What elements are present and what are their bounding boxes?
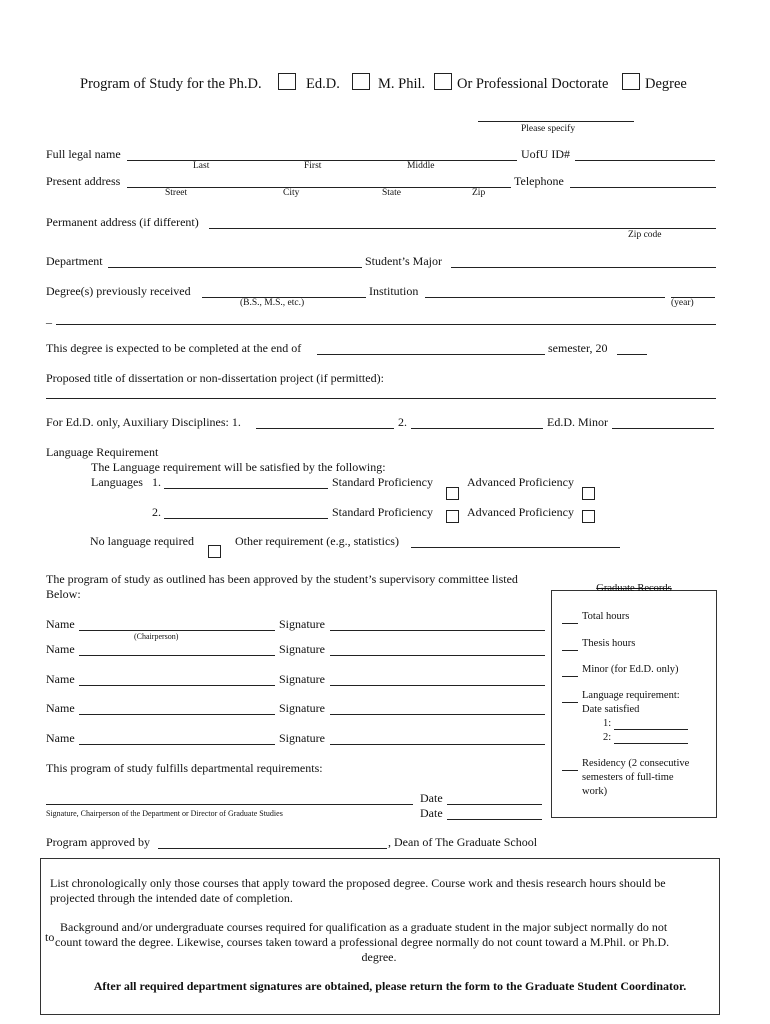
institution-label: Institution (369, 284, 419, 298)
full-name-label: Full legal name (46, 147, 121, 161)
degrees-previous-label: Degree(s) previously received (46, 284, 191, 298)
expected-semester-field[interactable] (317, 340, 545, 355)
date-satisfied-1-label: 1: (603, 718, 612, 729)
department-field[interactable] (108, 253, 362, 268)
language-req-field[interactable] (562, 691, 578, 703)
aux-discipline-1-field[interactable] (256, 414, 394, 429)
notice-return-instruction: After all required department signatures are obtained, please return the form to the Graduate Student Coordinator. (93, 979, 687, 993)
middle-caption: Middle (407, 161, 435, 171)
permanent-address-field[interactable] (209, 214, 716, 229)
zip-caption: Zip (472, 188, 486, 198)
expected-completion-label: This degree is expected to be completed at the end of (46, 341, 302, 355)
language-1-number: 1. (152, 475, 161, 489)
prof-doctorate-checkbox[interactable] (622, 73, 640, 90)
institution-field[interactable] (425, 283, 665, 298)
language-intro: The Language requirement will be satisfied by the following: (91, 460, 386, 474)
permanent-address-label: Permanent address (if different) (46, 215, 199, 229)
please-specify-caption: Please specify (521, 124, 576, 134)
chairperson-caption: (Chairperson) (134, 632, 179, 641)
committee-signature-label-3: Signature (279, 672, 325, 686)
notice-p2-line2: count toward the degree. Likewise, courses taken toward a professional degree normally do not count toward a M.Phil. or Ph.D. (55, 935, 670, 949)
semester-label: semester, 20 (548, 341, 608, 355)
advanced-2-label: Advanced Proficiency (467, 505, 574, 519)
committee-name-label-2: Name (46, 642, 75, 656)
committee-signature-field-5[interactable] (330, 730, 545, 745)
residency-label-3: work) (582, 786, 608, 797)
dean-signature-field[interactable] (158, 834, 387, 849)
date-satisfied-1-field[interactable] (614, 718, 688, 730)
present-address-field[interactable] (127, 173, 511, 188)
date-satisfied-2-field[interactable] (614, 732, 688, 744)
phd-checkbox[interactable] (278, 73, 296, 90)
major-field[interactable] (451, 253, 716, 268)
date-satisfied-2-label: 2: (603, 732, 612, 743)
program-approved-label: Program approved by (46, 835, 150, 849)
notice-p1-line1: List chronologically only those courses that apply toward the proposed degree. Course work and thesis research hours should be (50, 876, 666, 890)
language-2-field[interactable] (164, 504, 328, 519)
thesis-hours-label: Thesis hours (582, 638, 636, 649)
telephone-field[interactable] (570, 173, 716, 188)
total-hours-label: Total hours (582, 611, 630, 622)
advanced-1-checkbox[interactable] (582, 487, 595, 500)
telephone-label: Telephone (514, 174, 564, 188)
prof-doctorate-label: Or Professional Doctorate (457, 76, 609, 92)
mphil-checkbox[interactable] (434, 73, 452, 90)
date-label-2: Date (420, 806, 443, 820)
standard-2-checkbox[interactable] (446, 510, 459, 523)
residency-label-2: semesters of full-time (582, 772, 674, 783)
city-caption: City (283, 188, 300, 198)
fulfills-requirements-label: This program of study fulfills departmental requirements: (46, 761, 323, 775)
degrees-previous-field[interactable] (202, 283, 366, 298)
dean-label: , Dean of The Graduate School (388, 835, 538, 849)
committee-signature-label-1: Signature (279, 617, 325, 631)
last-caption: Last (193, 161, 210, 171)
aux-discipline-2-field[interactable] (411, 414, 543, 429)
edd-label: Ed.D. (306, 76, 340, 92)
committee-signature-label-5: Signature (279, 731, 325, 745)
thesis-hours-field[interactable] (562, 639, 578, 651)
uofu-id-field[interactable] (575, 146, 715, 161)
degrees-hint-caption: (B.S., M.S., etc.) (240, 298, 305, 308)
specify-field[interactable] (478, 107, 634, 122)
edd-minor-field[interactable] (612, 414, 714, 429)
dash-mark: _ (46, 311, 52, 325)
date-field-2[interactable] (447, 805, 542, 820)
notice-p2-line3: degree. (361, 950, 397, 964)
chair-signature-field[interactable] (46, 790, 413, 805)
form-title: Program of Study for the Ph.D. (80, 76, 262, 92)
date-label-1: Date (420, 791, 443, 805)
full-name-field[interactable] (127, 146, 517, 161)
present-address-label: Present address (46, 174, 121, 188)
notice-p2-to: to (45, 930, 55, 944)
standard-1-checkbox[interactable] (446, 487, 459, 500)
committee-name-field-1[interactable] (79, 616, 275, 631)
language-1-field[interactable] (164, 474, 328, 489)
minor-field[interactable] (562, 665, 578, 677)
major-label: Student’s Major (365, 254, 442, 268)
first-caption: First (304, 161, 322, 171)
advanced-2-checkbox[interactable] (582, 510, 595, 523)
committee-name-label-3: Name (46, 672, 75, 686)
committee-signature-label-2: Signature (279, 642, 325, 656)
standard-2-label: Standard Proficiency (332, 505, 433, 519)
edd-checkbox[interactable] (352, 73, 370, 90)
total-hours-field[interactable] (562, 612, 578, 624)
committee-signature-label-4: Signature (279, 701, 325, 715)
other-requirement-label: Other requirement (e.g., statistics) (235, 534, 399, 548)
year-caption: (year) (671, 298, 694, 308)
mphil-label: M. Phil. (378, 76, 426, 92)
no-language-checkbox[interactable] (208, 545, 221, 558)
minor-label: Minor (for Ed.D. only) (582, 664, 679, 675)
zip-code-caption: Zip code (628, 230, 662, 240)
standard-1-label: Standard Proficiency (332, 475, 433, 489)
committee-signature-field-1[interactable] (330, 616, 545, 631)
no-language-label: No language required (90, 534, 194, 548)
committee-name-field-5[interactable] (79, 730, 275, 745)
proposed-title-label: Proposed title of dissertation or non-dissertation project (if permitted): (46, 371, 384, 385)
committee-intro-line1: The program of study as outlined has been approved by the student’s supervisory committee listed (46, 572, 518, 586)
committee-name-label-4: Name (46, 701, 75, 715)
department-label: Department (46, 254, 103, 268)
street-caption: Street (165, 188, 188, 198)
aux-disciplines-label: For Ed.D. only, Auxiliary Disciplines: 1. (46, 415, 241, 429)
chair-signature-caption: Signature, Chairperson of the Department or Director of Graduate Studies (46, 809, 283, 818)
committee-signature-field-3[interactable] (330, 671, 545, 686)
state-caption: State (382, 188, 401, 198)
graduate-records-title: Graduate Records (596, 583, 672, 594)
date-satisfied-label: Date satisfied (582, 704, 640, 715)
edd-minor-label: Ed.D. Minor (547, 415, 608, 429)
committee-name-field-3[interactable] (79, 671, 275, 686)
aux-2-label: 2. (398, 415, 407, 429)
language-2-number: 2. (152, 505, 161, 519)
residency-label-1: Residency (2 consecutive (582, 758, 690, 769)
committee-signature-field-2[interactable] (330, 641, 545, 656)
proposed-title-field[interactable] (46, 384, 716, 399)
committee-intro-line2: Below: (46, 587, 81, 601)
committee-name-label-5: Name (46, 731, 75, 745)
date-field-1[interactable] (447, 790, 542, 805)
language-heading: Language Requirement (46, 445, 159, 459)
languages-label: Languages (91, 475, 143, 489)
year-field[interactable] (671, 283, 715, 298)
residency-field[interactable] (562, 759, 578, 771)
degree-label: Degree (645, 76, 687, 92)
committee-name-field-4[interactable] (79, 700, 275, 715)
degrees-extra-field[interactable] (56, 310, 716, 325)
year-suffix-field[interactable] (617, 340, 647, 355)
advanced-1-label: Advanced Proficiency (467, 475, 574, 489)
uofu-id-label: UofU ID# (521, 147, 570, 161)
other-requirement-field[interactable] (411, 533, 620, 548)
notice-p2-line1: Background and/or undergraduate courses required for qualification as a graduate student in the major subject normally do not (60, 920, 668, 934)
language-req-label: Language requirement: (582, 690, 680, 701)
committee-signature-field-4[interactable] (330, 700, 545, 715)
notice-p1-line2: projected through the intended date of completion. (50, 891, 293, 905)
committee-name-label-1: Name (46, 617, 75, 631)
committee-name-field-2[interactable] (79, 641, 275, 656)
